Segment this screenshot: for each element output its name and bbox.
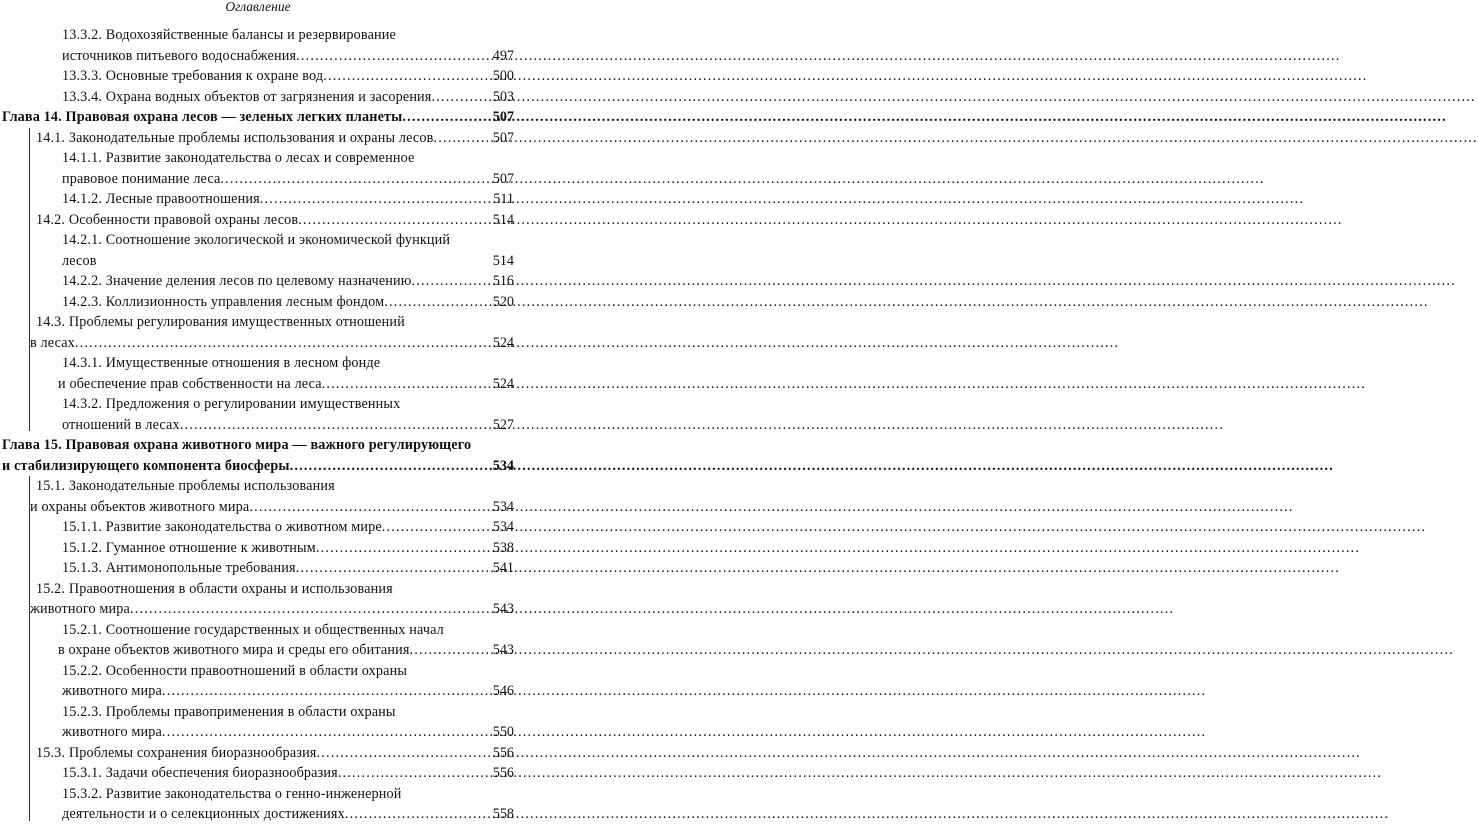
toc-entry[interactable] [0,517,516,538]
dot-leader [317,743,492,764]
toc-page-number: 524 [492,375,514,392]
toc-entry[interactable] [0,230,516,271]
toc-line [0,620,516,641]
toc-entry-title: 15.2. Правоотношения в области охраны и использования [36,580,393,597]
dot-leader [249,497,491,518]
toc-entry-title: 14.2. Особенности правовой охраны лесов [36,211,299,228]
toc-page-number: 520 [492,293,514,310]
toc-page-number: 503 [492,88,514,105]
toc-entry[interactable] [0,107,516,128]
toc-entry[interactable] [0,271,516,292]
toc-entry[interactable] [0,66,516,87]
toc-line [0,333,516,354]
dot-leader [296,558,492,579]
toc-page-number: 534 [492,457,514,474]
toc-page-number: 507 [492,170,514,187]
toc-entry-title: и охраны объектов животного мира [30,498,250,515]
dot-leader [260,189,492,210]
toc-entry-title: 15.1. Законодательные проблемы использования [36,478,335,494]
toc-entry-title: в лесах [30,334,75,351]
toc-entry-title: 14.3.2. Предложения о регулировании имущественных [62,396,401,412]
toc-line [0,681,516,702]
toc-entry-title: Глава 14. Правовая охрана лесов — зеленых легких планеты [2,109,403,125]
toc-line [0,87,516,108]
toc-entry-title: деятельности и о селекционных достижениях [62,806,345,822]
dot-leader [410,640,492,661]
toc-entry[interactable] [0,353,516,394]
dot-leader [180,415,492,436]
toc-page-number: 507 [492,109,514,125]
dot-leader [384,292,491,313]
dot-leader [382,517,492,538]
toc-line [0,374,516,395]
dot-leader [402,107,491,128]
toc-entry[interactable] [0,292,516,313]
toc-page-number: 516 [492,273,514,289]
toc-entry[interactable] [0,763,516,784]
toc-entry-title: 15.3.2. Развитие законодательства о генно-инженерной [62,785,402,802]
toc-entry[interactable] [0,189,516,210]
dot-leader [220,169,491,190]
dot-leader [431,87,491,108]
toc-line [0,210,516,231]
toc-line [0,230,516,251]
toc-line [0,517,516,538]
toc-entry-title: правовое понимание леса [62,170,221,187]
toc-entry-title: животного мира [62,683,162,699]
toc-entry-title: 15.1.1. Развитие законодательства о животном мире [62,519,382,535]
dot-leader [338,763,492,784]
toc-line [0,46,516,67]
toc-page-number: 556 [492,744,514,761]
toc-line [0,599,516,620]
dot-leader [296,46,492,67]
toc-page-number: 543 [492,601,514,617]
toc-entry-title: 14.1.1. Развитие законодательства о лесах и современное [62,150,415,166]
dot-leader [323,66,492,87]
toc-line [0,702,516,723]
toc-entry-title: 15.2.2. Особенности правоотношений в области охраны [62,662,408,679]
toc-line [0,661,516,682]
toc-page-number: 550 [492,724,514,740]
toc-entry-title: источников питьевого водоснабжения [62,47,297,64]
dot-leader [298,210,491,231]
toc-entry-title: 15.2.1. Соотношение государственных и общественных начал [62,621,444,638]
toc-entry-title: 15.1.2. Гуманное отношение к животным [62,539,316,556]
toc-entry[interactable] [0,784,516,825]
toc-entry[interactable] [0,87,516,108]
toc-entry[interactable] [0,435,516,476]
toc-entry[interactable] [0,476,516,517]
dot-leader [345,804,492,825]
toc-line [0,251,516,272]
toc-page-number: 556 [492,765,514,781]
toc-page-number: 500 [492,68,514,84]
toc-page-number: 507 [492,129,514,146]
toc-line [0,456,516,477]
toc-entry[interactable] [0,312,516,353]
toc-entry[interactable] [0,128,516,149]
toc-entry[interactable] [0,538,516,559]
toc-page-number: 534 [492,498,514,515]
toc-entry-title: 14.2.1. Соотношение экологической и экономической функций [62,232,451,248]
toc-line [0,107,516,128]
toc-page-number: 514 [492,252,514,269]
toc-line [0,394,516,415]
toc-entry-title: 13.3.3. Основные требования к охране вод [62,68,324,84]
table-of-contents [0,25,516,825]
toc-line [0,743,516,764]
toc-page-number: 538 [492,539,514,556]
toc-entry[interactable] [0,394,516,435]
dot-leader [433,128,491,149]
dot-leader [162,681,492,702]
toc-entry[interactable] [0,579,516,620]
toc-entry-title: 14.1. Законодательные проблемы использования и охраны лесов [36,129,434,146]
toc-line [0,189,516,210]
toc-page-number: 543 [492,642,514,658]
dot-leader [412,271,492,292]
toc-entry-title: 13.3.2. Водохозяйственные балансы и резервирование [62,27,396,43]
toc-line [0,640,516,661]
toc-entry-title: 14.3. Проблемы регулирования имущественных отношений [36,314,405,330]
toc-entry-title: 15.3. Проблемы сохранения биоразнообразия [36,744,317,761]
toc-page-number: 558 [492,806,514,822]
toc-line [0,538,516,559]
toc-line [0,128,516,149]
toc-line [0,169,516,190]
toc-entry-title: Глава 15. Правовая охрана животного мира — важного регулирующего [2,437,472,453]
toc-entry[interactable] [0,210,516,231]
dot-leader [316,538,492,559]
toc-page-number: 541 [492,560,514,576]
toc-entry-title: животного мира [30,601,130,617]
toc-entry-title: 14.2.3. Коллизионность управления лесным фондом [62,293,385,310]
toc-entry[interactable] [0,620,516,661]
toc-line [0,435,516,456]
toc-entry-title: 15.3.1. Задачи обеспечения биоразнообразия [62,765,338,781]
section-rule [29,128,30,431]
toc-entry[interactable] [0,558,516,579]
toc-page-number: 511 [493,191,514,207]
toc-line [0,784,516,805]
toc-line [0,353,516,374]
toc-line [0,292,516,313]
toc-entry-title: и стабилизирующего компонента биосферы [2,457,290,474]
toc-line [0,497,516,518]
toc-entry[interactable] [0,702,516,743]
toc-line [0,579,516,600]
toc-line [0,763,516,784]
toc-entry-title: отношений в лесах [62,416,180,433]
toc-line [0,804,516,825]
toc-entry-title: 13.3.4. Охрана водных объектов от загрязнения и засорения [62,88,432,105]
dot-leader [162,722,492,743]
toc-line [0,415,516,436]
toc-entry-title: 14.1.2. Лесные правоотношения [62,191,260,207]
toc-page-number: 534 [492,519,514,535]
toc-line [0,476,516,497]
toc-line [0,558,516,579]
toc-line [0,66,516,87]
toc-entry-title: лесов [62,252,97,269]
dot-leader [75,333,492,354]
toc-page-number: 527 [492,416,514,433]
toc-entry-title: 14.3.1. Имущественные отношения в лесном фонде [62,355,381,371]
toc-page-number: 546 [492,683,514,699]
toc-entry-title: животного мира [62,724,162,740]
toc-entry[interactable] [0,743,516,764]
toc-line [0,271,516,292]
toc-line [0,312,516,333]
toc-line [0,722,516,743]
running-header: Оглавление [225,0,291,14]
dot-leader [322,374,492,395]
toc-page-number: 524 [492,334,514,351]
toc-entry-title: 15.2.3. Проблемы правоприменения в области охраны [62,703,396,720]
toc-page-number: 497 [492,47,514,64]
dot-leader [130,599,492,620]
toc-entry-title: 14.2.2. Значение деления лесов по целевому назначению [62,273,412,289]
toc-entry[interactable] [0,25,516,66]
toc-line [0,25,516,46]
toc-line [0,148,516,169]
dot-leader [290,456,492,477]
toc-entry[interactable] [0,148,516,189]
toc-entry[interactable] [0,661,516,702]
section-rule [29,476,30,821]
toc-entry-title: в охране объектов животного мира и среды его обитания [58,642,410,658]
toc-page-number: 514 [492,211,514,228]
toc-entry-title: 15.1.3. Антимонопольные требования [62,560,296,576]
toc-entry-title: и обеспечение прав собственности на леса [58,375,322,392]
